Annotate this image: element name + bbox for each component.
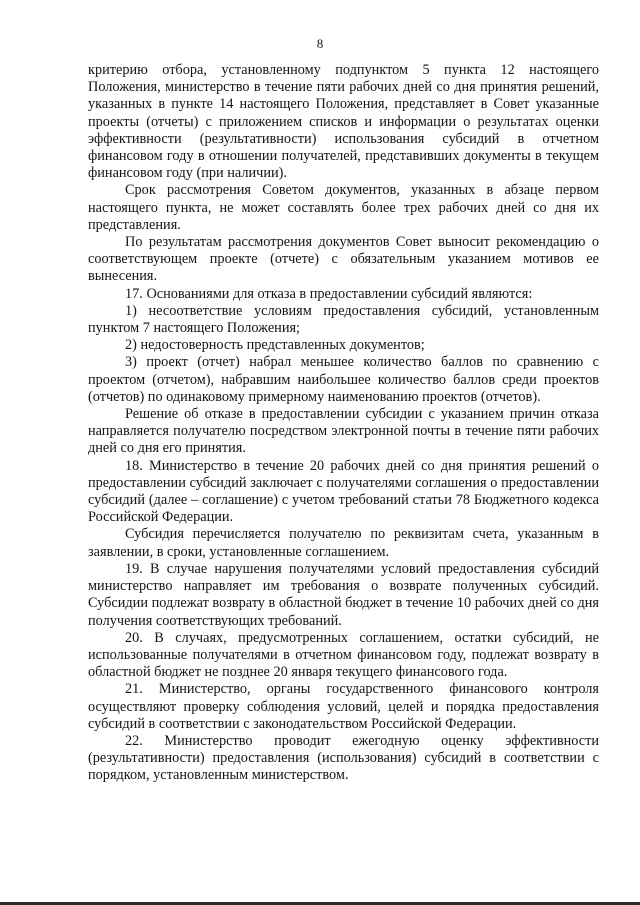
paragraph-item-19: 19. В случае нарушения получателями условий предоставления субсидий министерство направляет им требования о возврате полученных субсидий. Субсидии подлежат возврату в областной бюджет в течение 10 рабочих дней со дня получения соответствующих требований.: [88, 560, 599, 629]
paragraph-item-17: 17. Основаниями для отказа в предоставлении субсидий являются:: [125, 285, 533, 302]
paragraph-item-22: 22. Министерство проводит ежегодную оценку эффективности (результативности) предоставления (использования) субсидий в соответствии с порядком, установленным министерством.: [88, 732, 599, 784]
paragraph-review-term: Срок рассмотрения Советом документов, указанных в абзаце первом настоящего пункта, не может составлять более трех рабочих дней со дня их представления.: [88, 182, 599, 233]
paragraph-item-17-2: 2) недостоверность представленных документов;: [125, 337, 425, 354]
document-body: [88, 62, 599, 785]
paragraph-item-20: 20. В случаях, предусмотренных соглашением, остатки субсидий, не использованные получателями в отчетном финансовом году, подлежат возврату в областной бюджет не позднее 20 января текущего финансового года.: [88, 629, 599, 681]
paragraph-council-recommendation: По результатам рассмотрения документов Совет выносит рекомендацию о соответствующем проекте (отчете) с обязательным указанием мотивов ее вынесения.: [88, 234, 599, 285]
paragraph-item-21: 21. Министерство, органы государственного финансового контроля осуществляют проверку соблюдения условий, целей и порядка предоставления субсидий в соответствии с законодательством Российской Федерации.: [88, 681, 599, 732]
paragraph-item-17-1: 1) несоответствие условиям предоставления субсидий, установленным пунктом 7 настоящего Положения;: [88, 302, 599, 337]
paragraph-item-18: 18. Министерство в течение 20 рабочих дней со дня принятия решений о предоставлении субсидий заключает с получателями соглашения о предоставлении субсидий (далее – соглашение) с учетом требований статьи 78 Бюджетного кодекса Российской Федерации.: [88, 457, 599, 526]
paragraph-refusal-decision: Решение об отказе в предоставлении субсидии с указанием причин отказа направляется получателю посредством электронной почты в течение пяти рабочих дней со дня его принятия.: [88, 406, 599, 457]
paragraph-item-17-3: 3) проект (отчет) набрал меньшее количество баллов по сравнению с проектом (отчетом), набравшим наибольшее количество баллов среди проектов (отчетов) по одинаковому примерному наименованию проектов (отчетов).: [88, 354, 599, 405]
paragraph-continuation: критерию отбора, установленному подпунктом 5 пункта 12 настоящего Положения, министерство в течение пяти рабочих дней со дня принятия решений, указанных в пункте 14 настоящего Положения, представляет в Совет указанные проекты (отчеты) с приложением списков и информации о результатах оценки эффективности (результативности) использования субсидий в отчетном финансовом году в отношении получателей, представивших документы в текущем финансовом году (при наличии).: [88, 62, 599, 182]
page-number: 8: [316, 36, 324, 51]
paragraph-subsidy-transfer: Субсидия перечисляется получателю по реквизитам счета, указанным в заявлении, в сроки, установленные соглашением.: [88, 526, 599, 560]
